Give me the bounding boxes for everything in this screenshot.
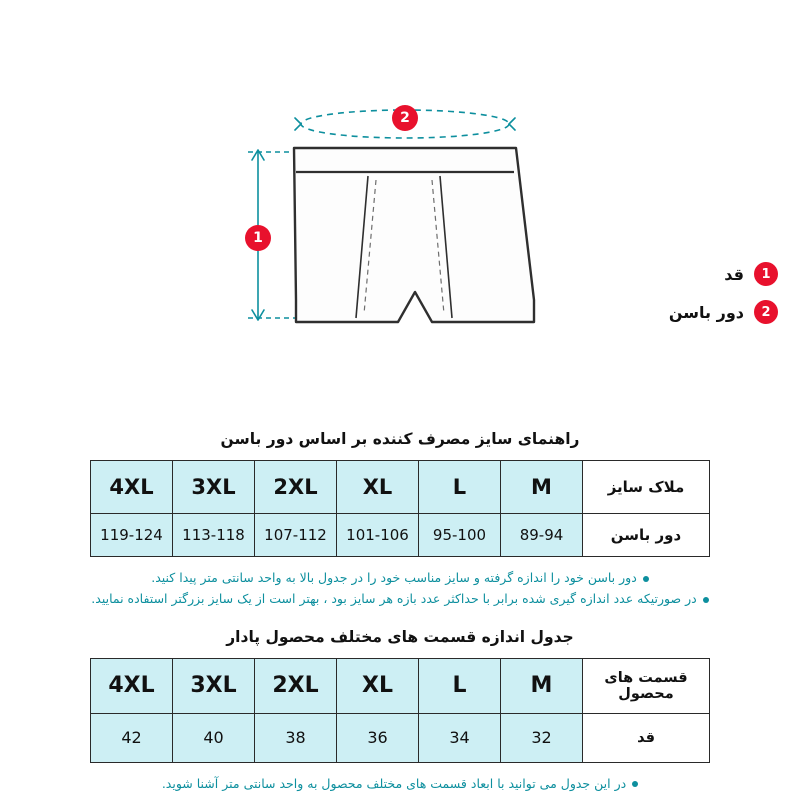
length-value-4xl: 42 [91,713,173,762]
measurement-legend [669,262,778,324]
legend-badge-2: 2 [754,300,778,324]
length-value-l: 34 [419,713,501,762]
consumer-size-table [90,460,710,557]
size-header-l: L [419,658,501,713]
bullet-dot-icon [703,597,709,603]
row-label-criteria: ملاک سایز [583,461,710,514]
hip-value-2xl: 107-112 [255,514,337,557]
note-item [0,588,800,609]
size-header-2xl: 2XL [255,461,337,514]
hip-value-l: 95-100 [419,514,501,557]
legend-item-1 [724,262,778,286]
hip-value-4xl: 119-124 [91,514,173,557]
table-row-sizes [91,658,710,713]
note-text: در صورتیکه عدد اندازه گیری شده برابر با حداکثر عدد بازه هر سایز بود ، بهتر است از یک سایز بزرگتر استفاده نمایید. [91,591,697,607]
section-divider [0,610,800,628]
size-header-4xl: 4XL [91,461,173,514]
legend-item-2 [669,300,778,324]
table1-title: راهنمای سایز مصرف کننده بر اساس دور باسن [220,430,580,448]
length-value-3xl: 40 [173,713,255,762]
size-header-3xl: 3XL [173,658,255,713]
length-value-xl: 36 [337,713,419,762]
size-tables-section [0,430,800,794]
legend-label-2: دور باسن [668,302,744,322]
size-header-l: L [419,461,501,514]
legend-label-1: قد [724,264,744,284]
row-label-hip: دور باسن [583,514,710,557]
note-text: دور باسن خود را اندازه گرفته و سایز مناسب خود را در جدول بالا به واحد سانتی متر پیدا کنید. [151,570,637,585]
note-item [0,567,800,588]
size-header-m: M [501,658,583,713]
hip-value-xl: 101-106 [337,514,419,557]
size-header-xl: XL [337,461,419,514]
marker-badge-2: 2 [392,105,418,131]
length-value-2xl: 38 [255,713,337,762]
table-row-sizes [91,461,710,514]
hip-value-3xl: 113-118 [173,514,255,557]
table2-title: جدول اندازه قسمت های مختلف محصول پادار [226,627,574,646]
row-label-parts: قسمت های محصول [583,658,710,713]
size-header-xl: XL [337,658,419,713]
size-header-3xl: 3XL [173,461,255,514]
legend-badge-1: 1 [754,262,778,286]
hip-value-m: 89-94 [501,514,583,557]
length-value-m: 32 [501,713,583,762]
shorts-outline [294,148,534,322]
table1-notes [0,567,800,610]
bullet-dot-icon [643,576,649,582]
size-header-2xl: 2XL [255,658,337,713]
size-header-4xl: 4XL [91,658,173,713]
note-item [0,773,800,794]
marker-badge-1: 1 [245,225,271,251]
size-header-m: M [501,461,583,514]
table-row-length [91,713,710,762]
note-text: در این جدول می توانید با ابعاد قسمت های مختلف محصول به واحد سانتی متر آشنا شوید. [161,775,627,791]
row-label-length: قد [583,713,710,762]
table2-notes [0,773,800,794]
bullet-dot-icon [632,781,638,787]
table-row-hip [91,514,710,557]
product-measurements-table [90,658,710,763]
